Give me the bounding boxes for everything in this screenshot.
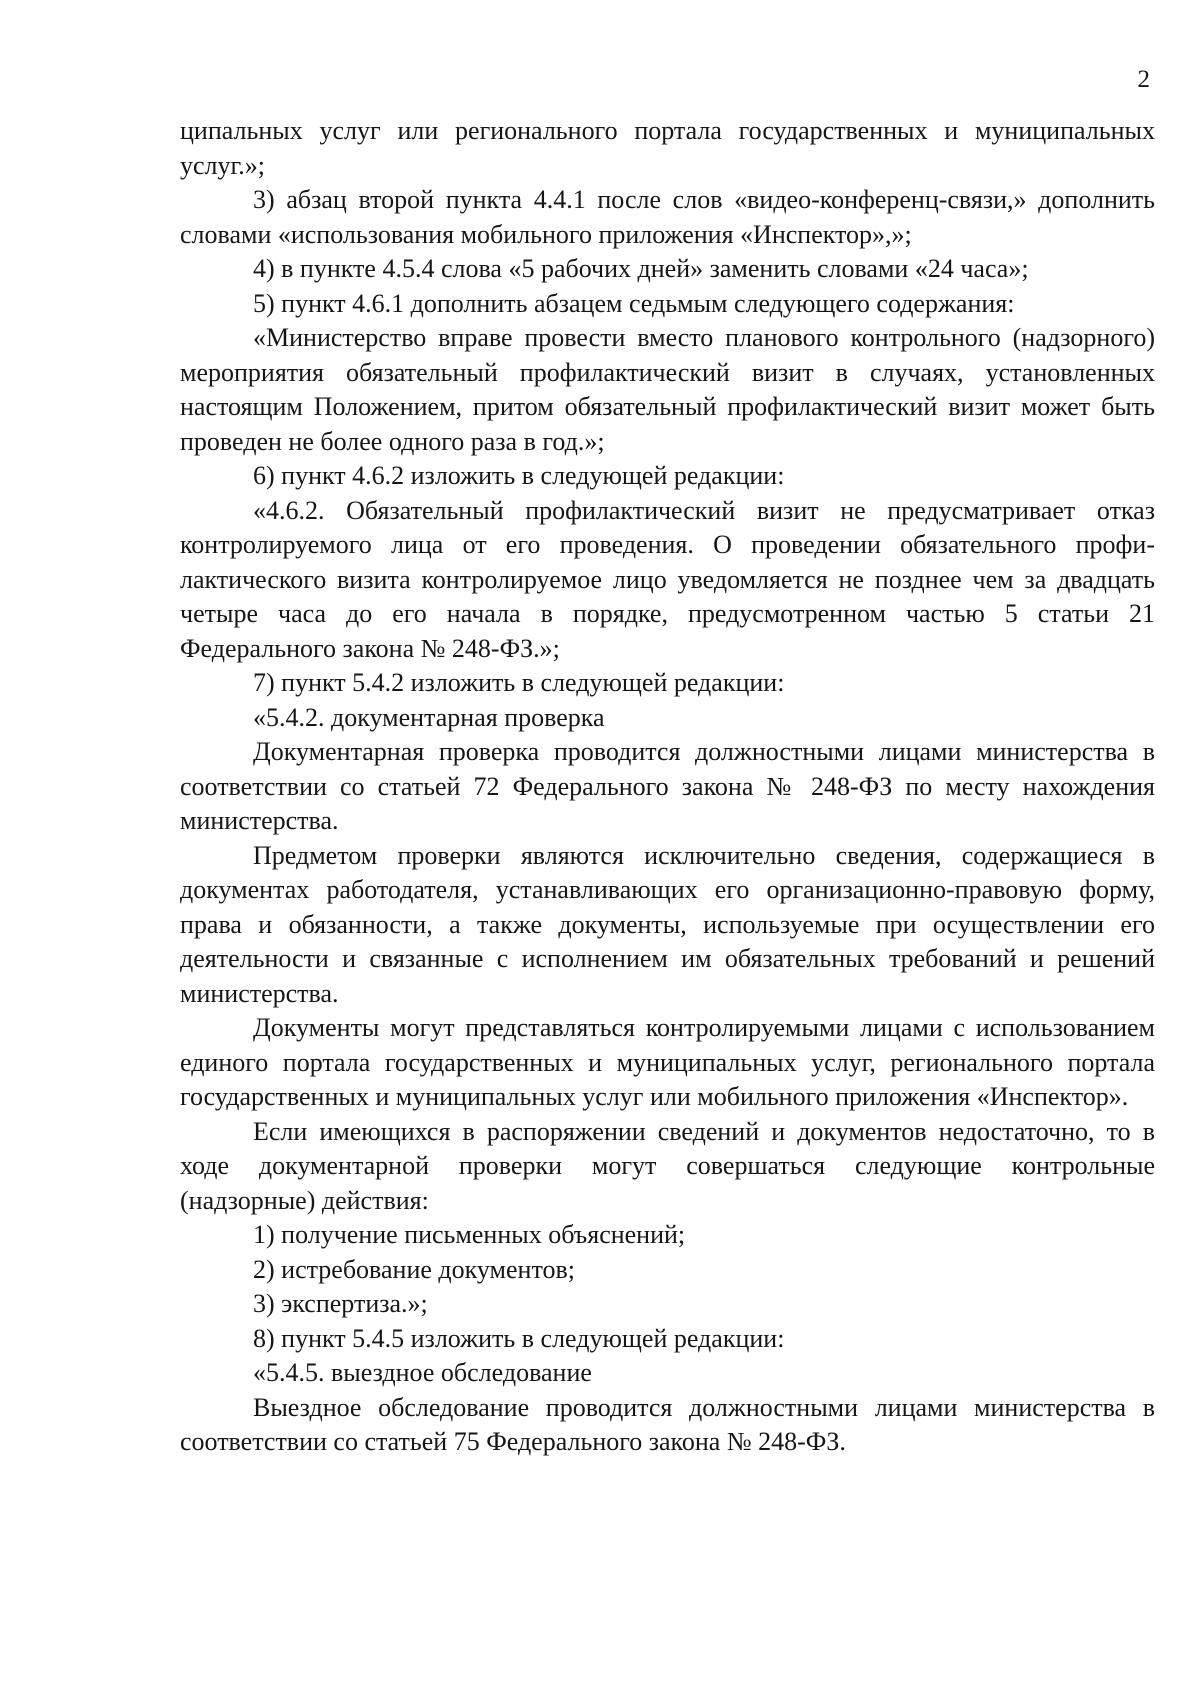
paragraph: Документы могут представляться контролируемыми лицами с использованием единого портала государственных и муниципальных услуг, регионального портала государственных и муниципальных услуг или мобильного приложения «Инспектор».: [180, 1013, 1155, 1111]
paragraph: 2) истребование документов;: [253, 1254, 575, 1284]
paragraph: 1) получение письменных объяснений;: [253, 1220, 686, 1249]
paragraph: 6) пункт 4.6.2 изложить в следующей редакции:: [253, 461, 785, 490]
paragraph: «5.4.2. документарная проверка: [253, 702, 605, 732]
page-number: 2: [1137, 66, 1150, 93]
paragraph: 3) экспертиза.»;: [253, 1289, 428, 1318]
paragraph: 8) пункт 5.4.5 изложить в следующей редакции:: [253, 1323, 785, 1353]
paragraph: «5.4.5. выездное обследование: [253, 1358, 592, 1387]
document-body: [180, 114, 1155, 1460]
paragraph: ципальных услуг или регионального портала государственных и муниципальных услуг.»;: [180, 116, 1155, 180]
paragraph: 5) пункт 4.6.1 дополнить абзацем седьмым следующего содержания:: [253, 288, 1015, 318]
paragraph: Если имеющихся в распоряжении сведений и документов недостаточно, то в ходе документарной проверки могут совершаться следующие контрольные (надзорные) действия:: [180, 1116, 1155, 1215]
paragraph: 4) в пункте 4.5.4 слова «5 рабочих дней» заменить словами «24 часа»;: [253, 254, 1029, 283]
paragraph: Выездное обследование проводится должностными лицами министерства в соответствии со статьей 75 Федерального закона № 248-ФЗ.: [180, 1392, 1155, 1456]
paragraph: «Министерство вправе провести вместо планового контрольного (надзорного) мероприятия обязательный профилактический визит в случаях, установленных настоящим Положением, притом обязательный профилактический визит может быть проведен не более одного раза в год.»;: [180, 323, 1155, 456]
paragraph: Документарная проверка проводится должностными лицами министерства в соответствии со статьей 72 Федерального закона № 248-ФЗ по месту нахождения министерства.: [180, 737, 1155, 835]
paragraph: 3) абзац второй пункта 4.4.1 после слов «видео-конференц-связи,» дополнить словами «использования мобильного приложения «Инспектор»,»;: [180, 185, 1155, 249]
paragraph: 7) пункт 5.4.2 изложить в следующей редакции:: [253, 668, 785, 697]
paragraph: Предметом проверки являются исключительно сведения, содержащиеся в документах работодателя, устанавливающих его организационно-правовую форму, права и обязанности, а также документы, используемые при осуществлении его деятельности и связанные с исполнением им обязательных требований и решений министерства.: [180, 840, 1155, 1008]
paragraph: «4.6.2. Обязательный профилактический визит не предусматривает отказ контролируемого лица от его проведения. О проведении обязательного профилактического визита контролируемое лицо уведомляется не позднее чем за двадцать четыре часа до его начала в порядке, предусмотренном частью 5 статьи 21 Федерального закона № 248-ФЗ.»;: [180, 495, 1155, 663]
